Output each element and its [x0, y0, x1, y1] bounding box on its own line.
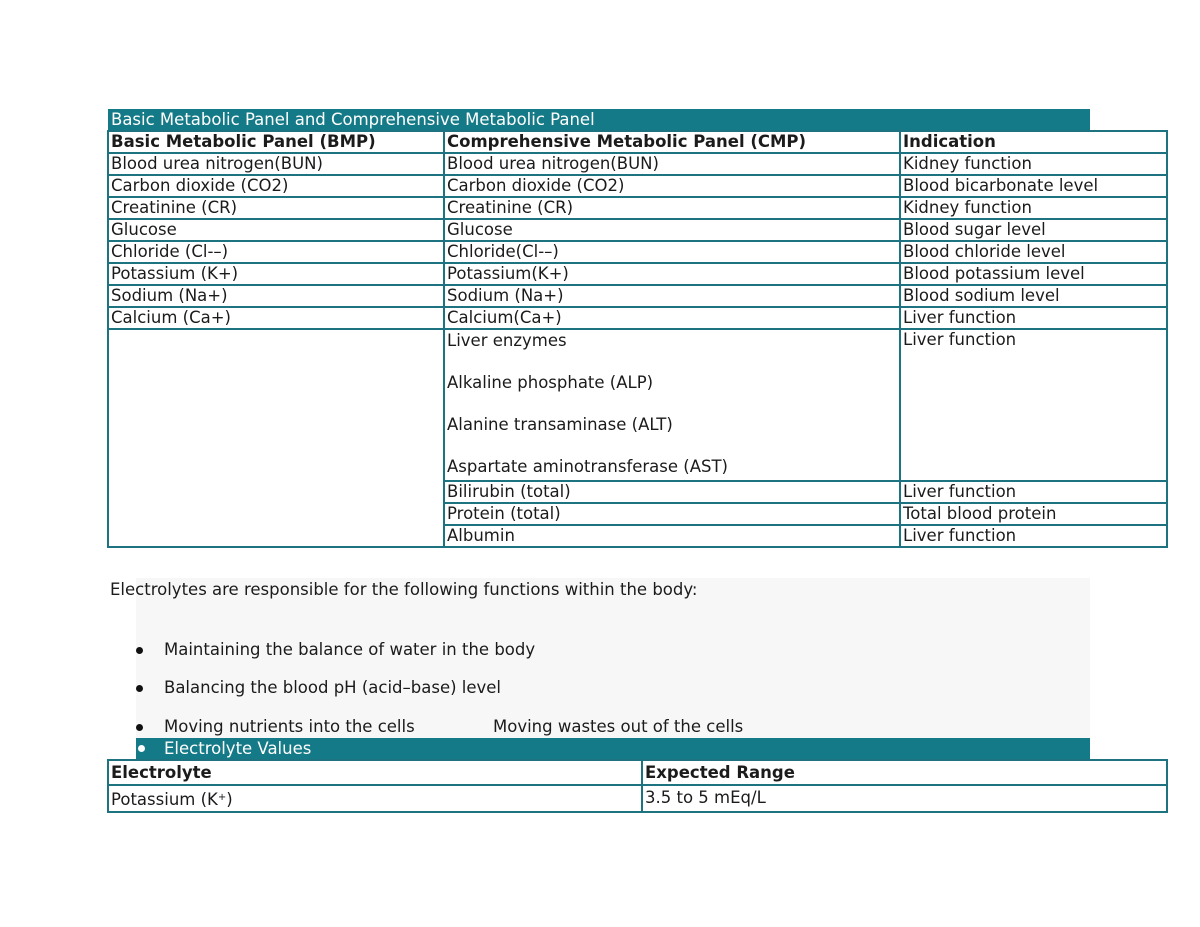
indication-cell: Liver function: [900, 525, 1167, 547]
indication-cell: Blood chloride level: [900, 241, 1167, 263]
table-row: [108, 263, 1167, 285]
values-title-banner: [136, 738, 1090, 759]
table-row-liver-enzymes: [108, 329, 1167, 481]
bullet-icon: [136, 724, 143, 731]
ast-label: Aspartate aminotransferase (AST): [447, 457, 728, 476]
electrolyte-name-suffix: ): [226, 790, 233, 809]
table-row: [108, 175, 1167, 197]
table-header-row: [108, 131, 1167, 153]
charge-superscript: +: [217, 792, 227, 803]
electrolyte-range-table: [107, 759, 1168, 813]
table-row: [108, 285, 1167, 307]
header-bmp: Basic Metabolic Panel (BMP): [108, 131, 444, 153]
alp-label: Alkaline phosphate (ALP): [447, 373, 654, 392]
indication-cell: Kidney function: [900, 153, 1167, 175]
alt-label: Alanine transaminase (ALT): [447, 415, 673, 434]
table-header-row: [108, 760, 1167, 785]
header-cmp: Comprehensive Metabolic Panel (CMP): [444, 131, 900, 153]
cmp-cell: Creatinine (CR): [444, 197, 900, 219]
table-row: [108, 197, 1167, 219]
indication-cell: Liver function: [900, 329, 1167, 481]
header-expected-range: Expected Range: [642, 760, 1167, 785]
table-row: [108, 219, 1167, 241]
bullet-icon: [136, 685, 143, 692]
bmp-cell: Blood urea nitrogen(BUN): [108, 153, 444, 175]
bmp-cell: Potassium (K+): [108, 263, 444, 285]
indication-cell: Blood sugar level: [900, 219, 1167, 241]
range-cell: 3.5 to 5 mEq/L: [642, 785, 1167, 812]
list-item-text: Maintaining the balance of water in the body: [164, 640, 536, 659]
cmp-cell: Chloride(Cl-–): [444, 241, 900, 263]
bullet-icon: [136, 647, 143, 654]
indication-cell: Blood sodium level: [900, 285, 1167, 307]
table-row: [108, 241, 1167, 263]
bmp-empty-cell: [108, 329, 444, 547]
cmp-cell: Albumin: [444, 525, 900, 547]
bmp-cell: Glucose: [108, 219, 444, 241]
electrolytes-section: [108, 578, 1090, 738]
table-row: [108, 307, 1167, 329]
header-indication: Indication: [900, 131, 1167, 153]
liver-enzymes-label: Liver enzymes: [447, 331, 567, 350]
list-item-text: Balancing the blood pH (acid–base) level: [164, 678, 502, 697]
indication-cell: Total blood protein: [900, 503, 1167, 525]
electrolyte-name: Potassium (K: [111, 790, 218, 809]
header-electrolyte: Electrolyte: [108, 760, 642, 785]
cmp-cell: Calcium(Ca+): [444, 307, 900, 329]
cmp-liver-enzymes-cell: [444, 329, 900, 481]
cmp-cell: Bilirubin (total): [444, 481, 900, 503]
electrolyte-cell: [108, 785, 642, 812]
values-title: Electrolyte Values: [164, 739, 312, 758]
cmp-cell: Protein (total): [444, 503, 900, 525]
bmp-cell: Calcium (Ca+): [108, 307, 444, 329]
table-row: [108, 153, 1167, 175]
list-item-text: Moving wastes out of the cells: [493, 717, 744, 736]
bmp-cell: Carbon dioxide (CO2): [108, 175, 444, 197]
cmp-cell: Potassium(K+): [444, 263, 900, 285]
bullet-icon: [138, 745, 145, 752]
cmp-cell: Glucose: [444, 219, 900, 241]
indication-cell: Kidney function: [900, 197, 1167, 219]
cmp-cell: Blood urea nitrogen(BUN): [444, 153, 900, 175]
panel-title: Basic Metabolic Panel and Comprehensive Metabolic Panel: [111, 110, 595, 129]
indication-cell: Liver function: [900, 307, 1167, 329]
metabolic-panel-table: [107, 130, 1168, 548]
bmp-cell: Chloride (Cl-–): [108, 241, 444, 263]
table-row: [108, 785, 1167, 812]
bmp-cell: Sodium (Na+): [108, 285, 444, 307]
indication-cell: Liver function: [900, 481, 1167, 503]
panel-title-banner: [108, 109, 1090, 130]
cmp-cell: Carbon dioxide (CO2): [444, 175, 900, 197]
indication-cell: Blood potassium level: [900, 263, 1167, 285]
bmp-cell: Creatinine (CR): [108, 197, 444, 219]
indication-cell: Blood bicarbonate level: [900, 175, 1167, 197]
electrolytes-intro: Electrolytes are responsible for the following functions within the body:: [110, 580, 698, 599]
list-item-text: Moving nutrients into the cells: [164, 717, 415, 736]
cmp-cell: Sodium (Na+): [444, 285, 900, 307]
